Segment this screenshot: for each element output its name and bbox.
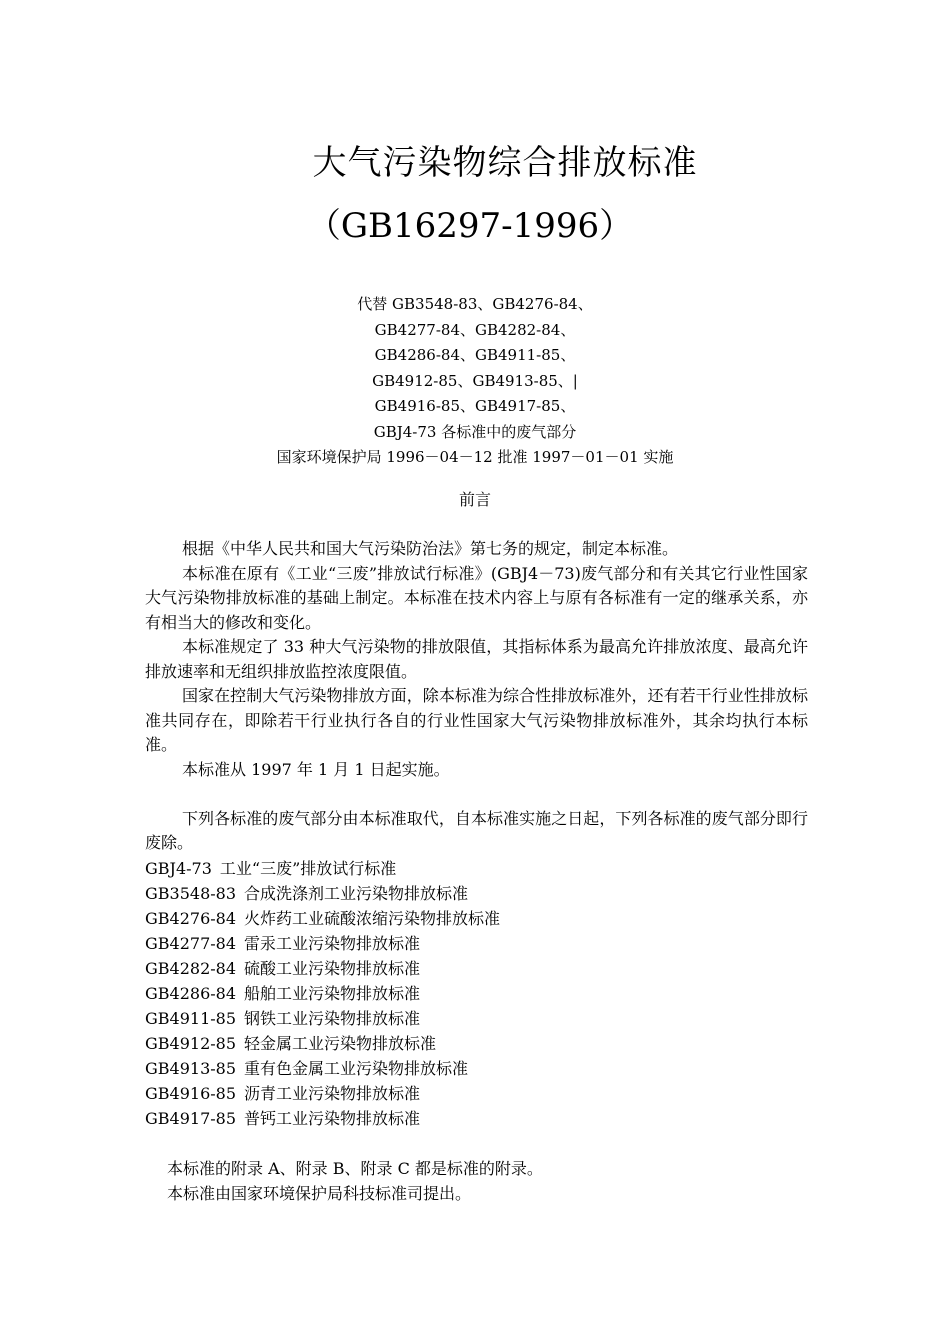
standard-name: 船舶工业污染物排放标准 bbox=[244, 983, 421, 1003]
replaces-line: GB4277-84、GB4282-84、 bbox=[374, 320, 576, 339]
standard-name: 沥青工业污染物排放标准 bbox=[244, 1083, 421, 1103]
list-item bbox=[145, 1031, 808, 1056]
standard-name: 火炸药工业硫酸浓缩污染物排放标准 bbox=[244, 908, 501, 928]
list-item bbox=[145, 1006, 808, 1031]
standard-code: GB3548-83 bbox=[145, 883, 237, 903]
standard-code: GB4286-84 bbox=[145, 983, 237, 1003]
standard-name: 合成洗涤剂工业污染物排放标准 bbox=[244, 883, 469, 903]
replaces-block bbox=[240, 292, 710, 471]
standard-code: GB4277-84 bbox=[145, 933, 237, 953]
list-item bbox=[145, 1106, 808, 1131]
standard-code: GB4913-85 bbox=[145, 1058, 237, 1078]
paragraph: 本标准从 1997 年 1 月 1 日起实施。 bbox=[182, 759, 450, 779]
standard-code: GB4917-85 bbox=[145, 1108, 237, 1128]
standard-code: GB4912-85 bbox=[145, 1033, 237, 1053]
paragraph: 下列各标准的废气部分由本标准取代，自本标准实施之日起，下列各标准的废气部分即行废除。 bbox=[145, 808, 808, 852]
list-item bbox=[145, 981, 808, 1006]
replaces-line: GB4286-84、GB4911-85、 bbox=[374, 346, 576, 364]
replaces-line: GB4916-85、GB4917-85、 bbox=[374, 397, 576, 415]
list-item bbox=[145, 906, 808, 931]
standard-number: （GB16297-1996） bbox=[306, 206, 634, 246]
preface-heading: 前言 bbox=[458, 490, 491, 509]
document-title: 大气污染物综合排放标准 bbox=[312, 143, 698, 183]
standard-code: GB4276-84 bbox=[145, 908, 237, 928]
paragraph: 根据《中华人民共和国大气污染防治法》第七务的规定，制定本标准。 bbox=[182, 539, 679, 558]
approval-line: 国家环境保护局 1996－04－12 批准 1997－01－01 实施 bbox=[276, 448, 674, 466]
list-item bbox=[145, 956, 808, 981]
list-item bbox=[145, 881, 808, 906]
replaces-line: GBJ4-73 各标准中的废气部分 bbox=[373, 422, 577, 441]
standard-name: 重有色金属工业污染物排放标准 bbox=[244, 1058, 469, 1078]
paragraph: 本标准规定了 33 种大气污染物的排放限值，其指标体系为最高允许排放浓度、最高允许排放速率和无组织排放监控浓度限值。 bbox=[145, 637, 808, 681]
closing-notes bbox=[167, 1157, 543, 1206]
closing-line: 本标准由国家环境保护局科技标准司提出。 bbox=[167, 1183, 472, 1203]
list-item bbox=[145, 1081, 808, 1106]
list-item bbox=[145, 1056, 808, 1081]
list-item bbox=[145, 856, 808, 881]
paragraph: 国家在控制大气污染物排放方面，除本标准为综合性排放标准外，还有若干行业性排放标准共同存在，即除若干行业执行各自的行业性国家大气污染物排放标准外，其余均执行本标准。 bbox=[145, 686, 808, 754]
paragraph: 本标准在原有《工业“三废”排放试行标准》(GBJ4－73)废气部分和有关其它行业性国家大气污染物排放标准的基础上制定。本标准在技术内容上与原有各标准有一定的继承关系，亦有相当大的修改和变化。 bbox=[145, 563, 808, 632]
standard-name: 工业“三废”排放试行标准 bbox=[219, 858, 397, 878]
preface-body bbox=[145, 537, 808, 1131]
standard-name: 硫酸工业污染物排放标准 bbox=[244, 958, 421, 978]
standard-code: GB4282-84 bbox=[145, 958, 237, 978]
list-item bbox=[145, 931, 808, 956]
replaces-line: 代替 GB3548-83、GB4276-84、 bbox=[357, 295, 593, 313]
standard-code: GB4916-85 bbox=[145, 1083, 237, 1103]
standard-name: 雷汞工业污染物排放标准 bbox=[244, 933, 421, 953]
standard-code: GB4911-85 bbox=[145, 1008, 237, 1028]
standard-name: 轻金属工业污染物排放标准 bbox=[244, 1033, 437, 1053]
spacer bbox=[145, 782, 808, 807]
standard-name: 钢铁工业污染物排放标准 bbox=[244, 1008, 421, 1028]
closing-line: 本标准的附录 A、附录 B、附录 C 都是标准的附录。 bbox=[167, 1159, 543, 1178]
standard-name: 普钙工业污染物排放标准 bbox=[244, 1108, 421, 1128]
replaced-standards-list bbox=[145, 856, 808, 1131]
standard-code: GBJ4-73 bbox=[145, 858, 212, 878]
replaces-line: GB4912-85、GB4913-85、| bbox=[372, 371, 578, 390]
